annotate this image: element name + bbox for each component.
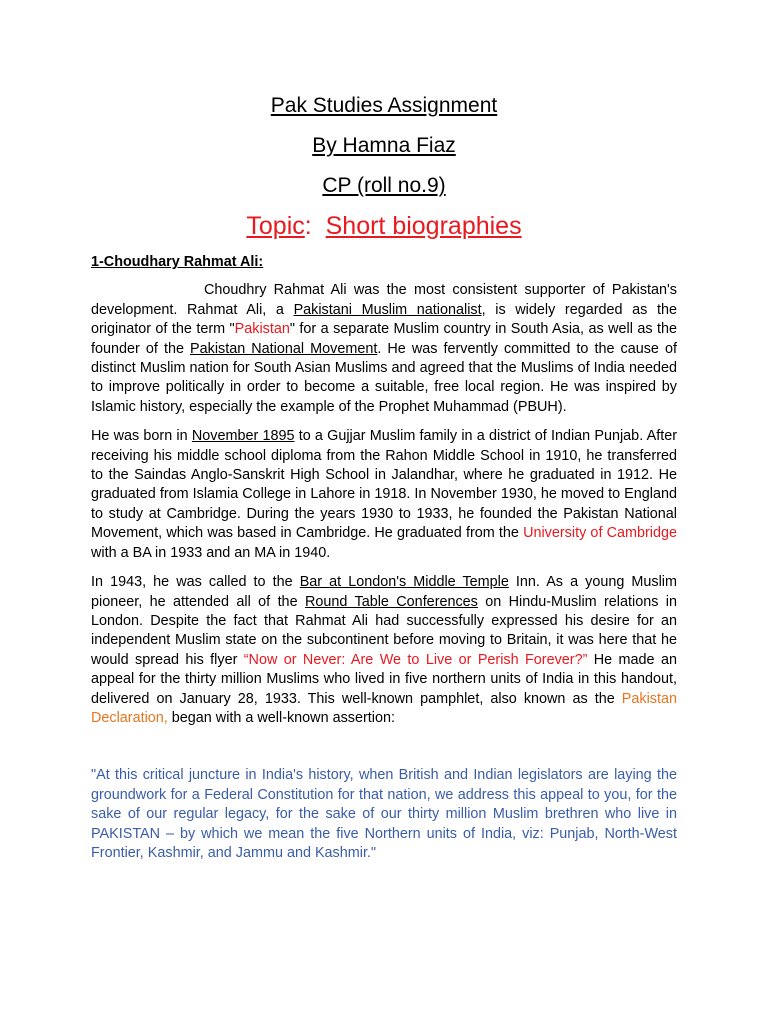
- para3-text-2: Inn. As a young Muslim pioneer, he attended all of the: [91, 574, 677, 610]
- link-pakistani-muslim-nationalist[interactable]: Pakistani Muslim nationalist: [293, 301, 482, 318]
- topic-label: Topic: [246, 212, 305, 240]
- class-roll-line: CP (roll no.9): [322, 174, 446, 197]
- quote-block: "At this critical juncture in India's history, when British and Indian legislators are laying the groundwork for a Federal Constitution for that nation, we address this appeal to you, for the sake of our regular legacy, for the sake of our thirty million Muslim brethren who live in PAKISTAN – by which we mean the five Northern units of India, viz: Punjab, North-West Frontier, Kashmir, and Jammu and Kashmir.": [91, 767, 677, 861]
- section-heading: 1-Choudhary Rahmat Ali:: [91, 254, 264, 270]
- university-of-cambridge: University of Cambridge: [523, 525, 677, 542]
- flyer-title: “Now or Never: Are We to Live or Perish Forever?”: [243, 651, 588, 668]
- link-round-table-conferences[interactable]: Round Table Conferences: [304, 593, 478, 610]
- para1-text-4: . He was fervently committed to the cause of distinct Muslim nation for South Asian Muslims and agreed that the Muslims of India needed to improve politically in order to become a suitable, free local region. He was inspired by Islamic history, especially the example of the Prophet Muhammad (PBUH).: [91, 340, 678, 415]
- topic-line: [0, 210, 768, 242]
- link-pakistan-national-movement[interactable]: Pakistan National Movement: [190, 340, 378, 357]
- document-body: [91, 253, 677, 873]
- topic-colon: :: [304, 212, 312, 240]
- title-block: [0, 92, 768, 242]
- term-pakistan: Pakistan: [234, 321, 290, 338]
- topic-value: Short biographies: [325, 212, 522, 240]
- para1-text-2: , is widely regarded as the originator of the term ": [91, 301, 677, 338]
- para2-text-1: He was born in: [91, 428, 192, 445]
- pakistan-declaration: Pakistan Declaration,: [91, 690, 677, 726]
- assignment-title: Pak Studies Assignment: [270, 94, 498, 117]
- para3-text-4: He made an appeal for the thirty million Muslims who lived in five northern units of India in this handout, delivered on January 28, 1933. This well-known pamphlet, also known as the: [91, 651, 677, 707]
- paragraph-1: [91, 281, 677, 417]
- para3-text-5: began with a well-known assertion:: [167, 709, 395, 726]
- para2-text-3: with a BA in 1933 and an MA in 1940.: [91, 544, 331, 561]
- paragraph-2: [91, 427, 677, 563]
- para3-text-3: on Hindu-Muslim relations in London. Despite the fact that Rahmat Ali had successfully expressed his desire for an independent Muslim state on the subcontinent before moving to Britain, it was here that he would spread his flyer: [91, 593, 677, 668]
- link-bar-middle-temple[interactable]: Bar at London's Middle Temple: [299, 574, 509, 591]
- para1-text-1: Choudhry Rahmat Ali was the most consistent supporter of Pakistan's development. Rahmat Ali, a: [91, 282, 677, 318]
- para2-text-2: to a Gujjar Muslim family in a district of Indian Punjab. After receiving his middle school diploma from the Rahon Middle School in 1910, he transferred to the Saindas Anglo-Sanskrit High School in Jalandhar, where he graduated in 1912. He graduated from Islamia College in Lahore in 1918. In November 1930, he moved to England to study at Cambridge. During the years 1930 to 1933, he founded the Pakistan National Movement, which was based in Cambridge. He graduated from the: [91, 428, 677, 542]
- para3-text-1: In 1943, he was called to the: [91, 574, 300, 591]
- link-november-1895[interactable]: November 1895: [191, 428, 295, 445]
- author-line: By Hamna Fiaz: [312, 134, 456, 157]
- para1-text-3: " for a separate Muslim country in South Asia, as well as the founder of the: [91, 321, 677, 357]
- paragraph-3: [91, 573, 677, 728]
